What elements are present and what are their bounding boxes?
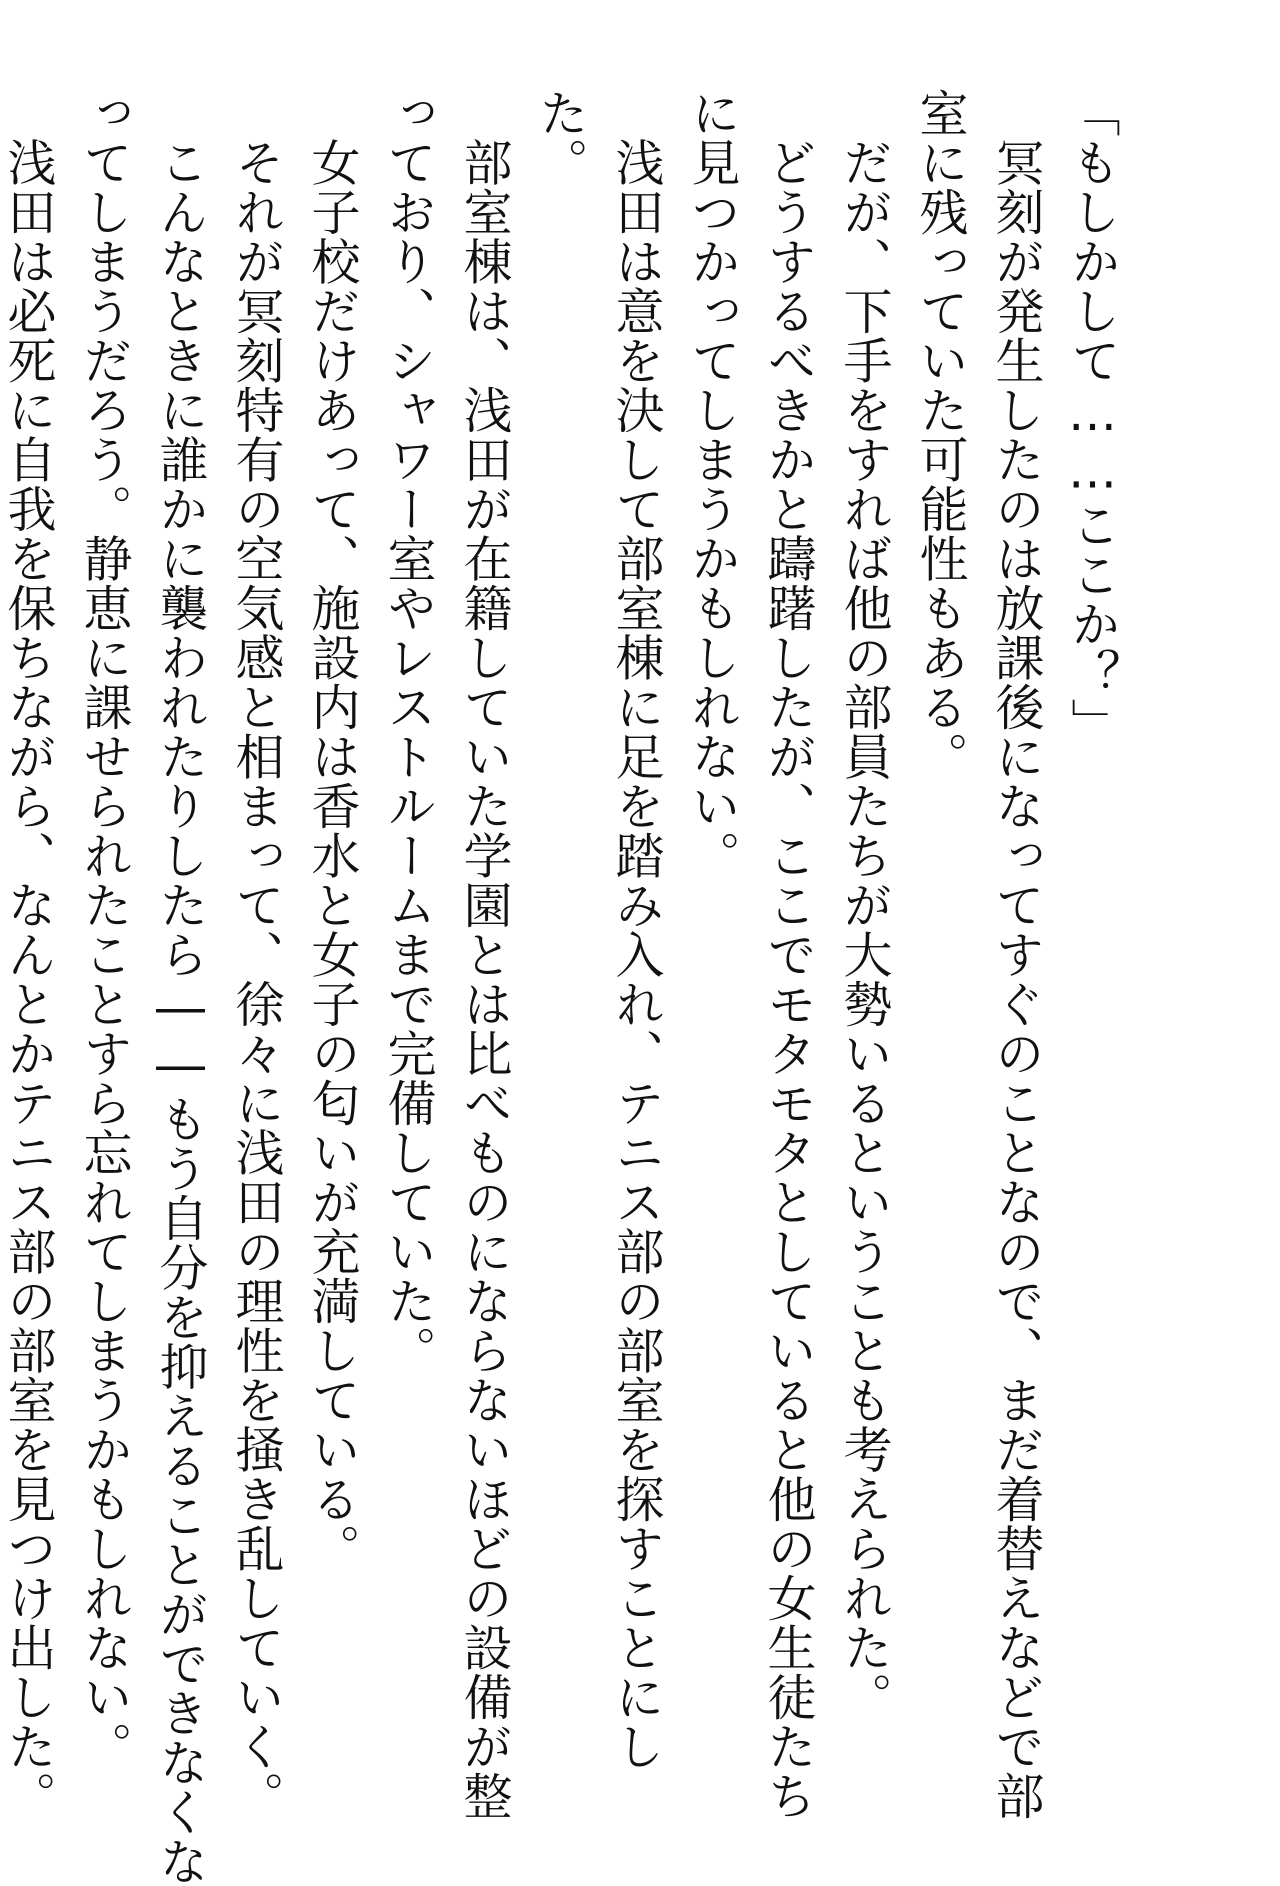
paragraph: 冥刻が発生したのは放課後になってすぐのことなので、まだ着替えなどで部 室に残っていた可能性もある。 xyxy=(912,88,1045,1821)
paragraph-dialogue: 「もしかして……ここか？」 xyxy=(1064,88,1121,748)
paragraph: 浅田は必死に自我を保ちながら、なんとかテニス部の部室を見つけ出した。 xyxy=(0,88,57,1821)
paragraph: だが、下手をすれば他の部員たちが大勢いるということも考えられた。 xyxy=(836,88,893,1722)
paragraph: どうするべきかと躊躇したが、ここでモタモタとしていると他の女生徒たち に見つかってしまうかもしれない。 xyxy=(684,88,817,1821)
paragraph: 浅田は意を決して部室棟に足を踏み入れ、テニス部の部室を探すことにし た。 xyxy=(532,88,665,1771)
paragraph: 部室棟は、浅田が在籍していた学園とは比べものにならないほどの設備が整 っており、シャワー室やレストルームまで完備していた。 xyxy=(380,88,513,1821)
paragraph: 女子校だけあって、施設内は香水と女子の匂いが充満している。 xyxy=(304,88,361,1573)
paragraph: こんなときに誰かに襲われたりしたら――もう自分を抑えることができなくな ってしまうだろう。静恵に課せられたことすら忘れてしまうかもしれない。 xyxy=(76,88,209,1886)
paragraph: それが冥刻特有の空気感と相まって、徐々に浅田の理性を掻き乱していく。 xyxy=(228,88,285,1821)
vertical-text-block xyxy=(0,88,1130,1886)
